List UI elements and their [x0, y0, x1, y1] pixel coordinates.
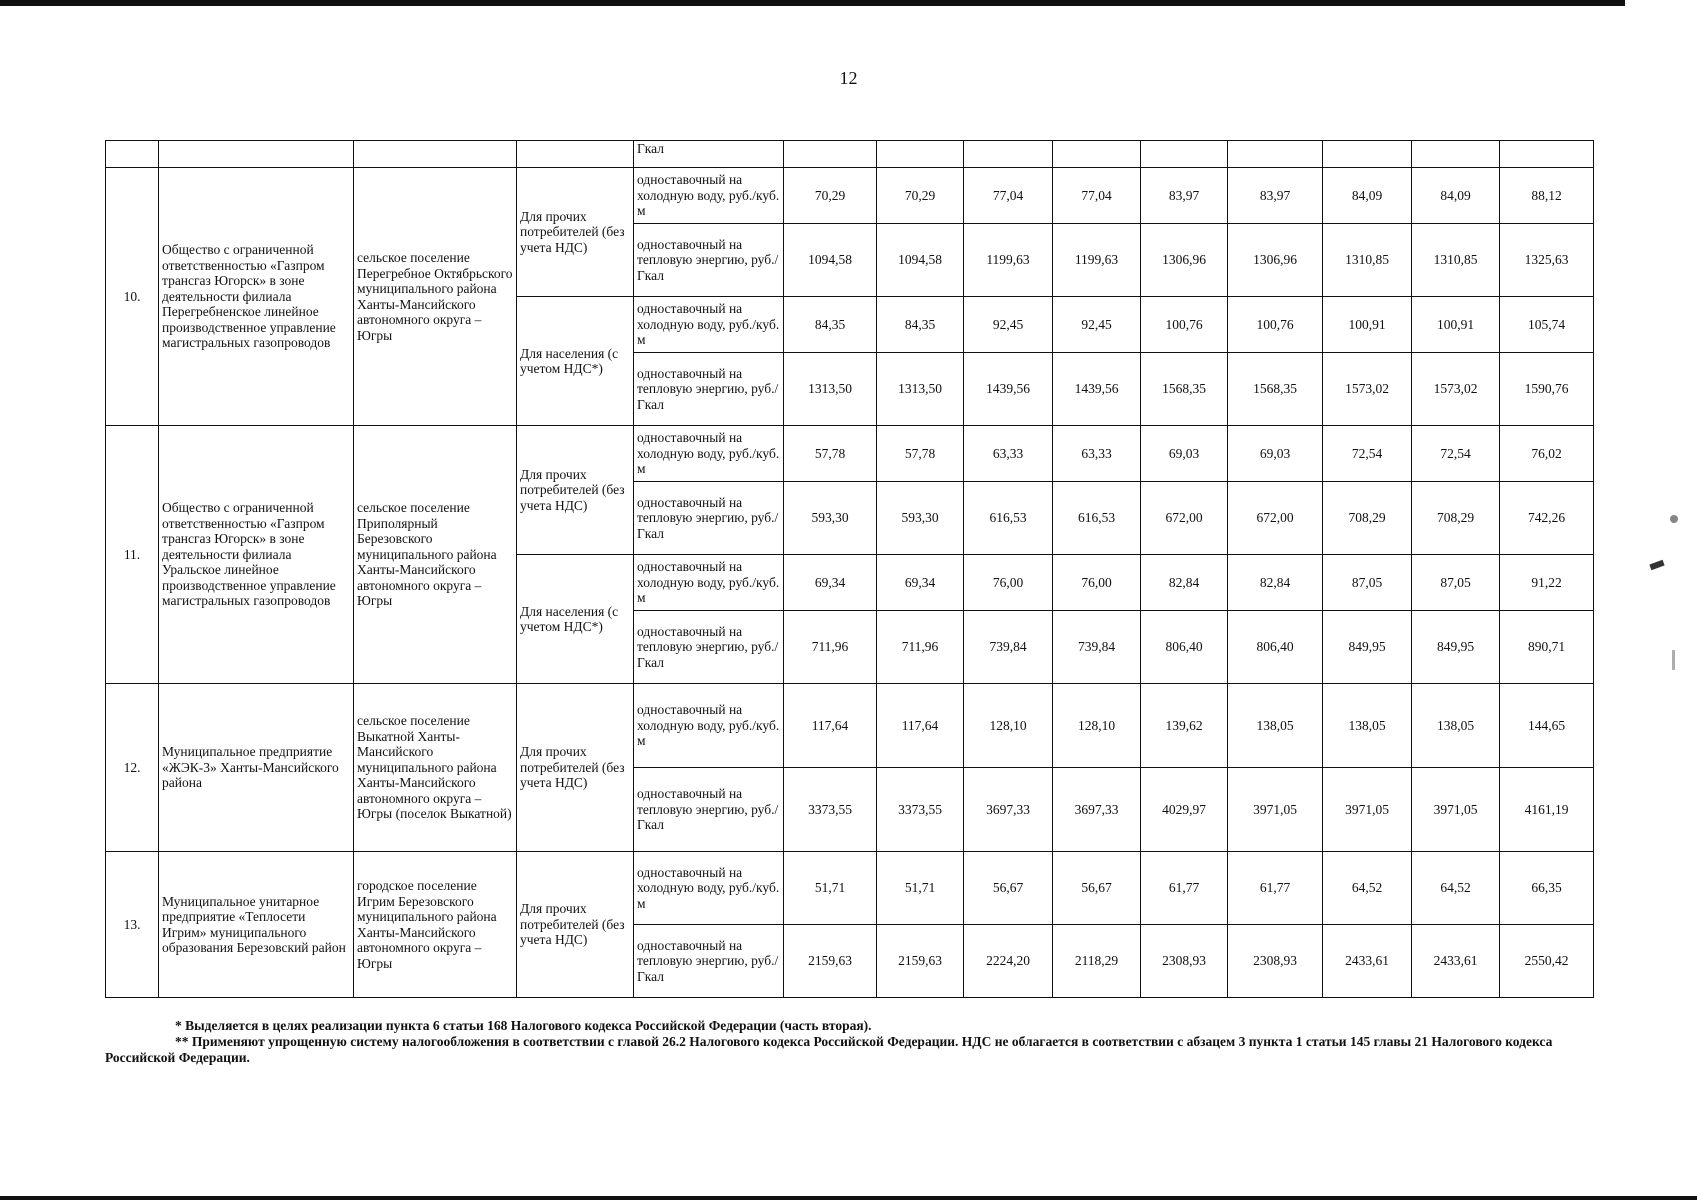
territory-cell: городское поселение Игрим Березовского муниципального района Ханты-Мансийского автономного округа – Югры: [354, 852, 517, 998]
tariff-value-cell: 1439,56: [1053, 353, 1141, 426]
scan-bottom-border: [0, 1196, 1697, 1200]
scan-speck: [1670, 515, 1678, 523]
tariff-value-cell: 83,97: [1141, 168, 1228, 224]
tariff-value-cell: 64,52: [1323, 852, 1412, 925]
tariff-value-cell: 84,35: [877, 297, 964, 353]
consumer-group-cell: Для населения (с учетом НДС*): [517, 555, 634, 684]
tariff-value-cell: 2433,61: [1323, 925, 1412, 998]
tariff-type-cell: одноставочный на тепловую энергию, руб./ Гкал: [634, 353, 784, 426]
tariff-value-cell: 138,05: [1412, 684, 1500, 768]
tariff-value-cell: 1310,85: [1412, 224, 1500, 297]
tariff-value-cell: 849,95: [1412, 611, 1500, 684]
tariff-type-cell: одноставочный на холодную воду, руб./куб. м: [634, 555, 784, 611]
tariff-value-cell: 711,96: [877, 611, 964, 684]
scan-speck: [1672, 650, 1675, 670]
organization-cell: Общество с ограниченной ответственностью «Газпром трансгаз Югорск» в зоне деятельности филиала Перегребненское линейное производственное управление магистральных газопроводов: [159, 168, 354, 426]
tariff-value-cell: 76,02: [1500, 426, 1594, 482]
tariff-value-cell: 2308,93: [1228, 925, 1323, 998]
tariff-value-cell: 1568,35: [1141, 353, 1228, 426]
row-index: 13.: [106, 852, 159, 998]
tariff-value-cell: 92,45: [964, 297, 1053, 353]
tariff-value-cell: 1199,63: [964, 224, 1053, 297]
consumer-group-cell: Для населения (с учетом НДС*): [517, 297, 634, 426]
tariff-value-cell: 4161,19: [1500, 768, 1594, 852]
tariff-value-cell: 92,45: [1053, 297, 1141, 353]
tariff-table-body: [106, 141, 1594, 998]
tariff-value-cell: 1573,02: [1323, 353, 1412, 426]
tariff-value-cell: 64,52: [1412, 852, 1500, 925]
tariff-value-cell: 100,76: [1228, 297, 1323, 353]
tariff-value-cell: 2159,63: [877, 925, 964, 998]
consumer-group-cell: Для прочих потребителей (без учета НДС): [517, 852, 634, 998]
tariff-value-cell: 56,67: [964, 852, 1053, 925]
empty-cell: [964, 141, 1053, 168]
tariff-type-cell: одноставочный на холодную воду, руб./куб. м: [634, 852, 784, 925]
tariff-value-cell: 84,35: [784, 297, 877, 353]
tariff-value-cell: 849,95: [1323, 611, 1412, 684]
tariff-value-cell: 51,71: [877, 852, 964, 925]
tariff-value-cell: 708,29: [1323, 482, 1412, 555]
tariff-value-cell: 3971,05: [1228, 768, 1323, 852]
tariff-value-cell: 69,03: [1228, 426, 1323, 482]
tariff-value-cell: 708,29: [1412, 482, 1500, 555]
footnotes: [105, 1018, 1595, 1066]
tariff-value-cell: 84,09: [1412, 168, 1500, 224]
tariff-value-cell: 70,29: [784, 168, 877, 224]
tariff-value-cell: 2308,93: [1141, 925, 1228, 998]
tariff-value-cell: 100,76: [1141, 297, 1228, 353]
tariff-value-cell: 139,62: [1141, 684, 1228, 768]
tariff-value-cell: 1590,76: [1500, 353, 1594, 426]
tariff-value-cell: 100,91: [1323, 297, 1412, 353]
tariff-value-cell: 56,67: [1053, 852, 1141, 925]
tariff-value-cell: 3373,55: [784, 768, 877, 852]
tariff-value-cell: 76,00: [964, 555, 1053, 611]
tariff-value-cell: 117,64: [877, 684, 964, 768]
organization-cell: Муниципальное унитарное предприятие «Теплосети Игрим» муниципального образования Березовский район: [159, 852, 354, 998]
table-row: [106, 141, 1594, 168]
organization-cell: Муниципальное предприятие «ЖЭК-3» Ханты-Мансийского района: [159, 684, 354, 852]
header-unit-cell: Гкал: [634, 141, 784, 168]
table-row: [106, 168, 1594, 224]
row-index: 10.: [106, 168, 159, 426]
empty-cell: [1141, 141, 1228, 168]
tariff-type-cell: одноставочный на тепловую энергию, руб./ Гкал: [634, 482, 784, 555]
row-index: 11.: [106, 426, 159, 684]
row-index: 12.: [106, 684, 159, 852]
tariff-value-cell: 2224,20: [964, 925, 1053, 998]
tariff-value-cell: 87,05: [1323, 555, 1412, 611]
tariff-value-cell: 105,74: [1500, 297, 1594, 353]
tariff-value-cell: 711,96: [784, 611, 877, 684]
tariff-value-cell: 57,78: [784, 426, 877, 482]
tariff-type-cell: одноставочный на холодную воду, руб./куб. м: [634, 426, 784, 482]
tariff-value-cell: 84,09: [1323, 168, 1412, 224]
tariff-value-cell: 1306,96: [1228, 224, 1323, 297]
tariff-value-cell: 742,26: [1500, 482, 1594, 555]
tariff-value-cell: 88,12: [1500, 168, 1594, 224]
consumer-group-cell: Для прочих потребителей (без учета НДС): [517, 426, 634, 555]
table-row: [106, 426, 1594, 482]
tariff-value-cell: 69,03: [1141, 426, 1228, 482]
tariff-value-cell: 138,05: [1323, 684, 1412, 768]
tariff-value-cell: 128,10: [964, 684, 1053, 768]
empty-cell: [106, 141, 159, 168]
tariff-value-cell: 2118,29: [1053, 925, 1141, 998]
tariff-value-cell: 739,84: [964, 611, 1053, 684]
tariff-value-cell: 61,77: [1141, 852, 1228, 925]
tariff-value-cell: 593,30: [877, 482, 964, 555]
tariff-value-cell: 806,40: [1141, 611, 1228, 684]
tariff-value-cell: 83,97: [1228, 168, 1323, 224]
footnote-1: * Выделяется в целях реализации пункта 6 статьи 168 Налогового кодекса Российской Федерации (часть вторая).: [175, 1018, 872, 1033]
tariff-type-cell: одноставочный на холодную воду, руб./куб. м: [634, 168, 784, 224]
tariff-value-cell: 3373,55: [877, 768, 964, 852]
tariff-value-cell: 672,00: [1141, 482, 1228, 555]
tariff-value-cell: 70,29: [877, 168, 964, 224]
tariff-value-cell: 1313,50: [784, 353, 877, 426]
empty-cell: [1228, 141, 1323, 168]
scan-speck: [1649, 560, 1664, 570]
tariff-value-cell: 2433,61: [1412, 925, 1500, 998]
empty-cell: [159, 141, 354, 168]
tariff-value-cell: 51,71: [784, 852, 877, 925]
tariff-value-cell: 1310,85: [1323, 224, 1412, 297]
tariff-value-cell: 69,34: [877, 555, 964, 611]
tariff-type-cell: одноставочный на тепловую энергию, руб./ Гкал: [634, 611, 784, 684]
tariff-value-cell: 1094,58: [784, 224, 877, 297]
tariff-type-cell: одноставочный на холодную воду, руб./куб. м: [634, 297, 784, 353]
tariff-type-cell: одноставочный на холодную воду, руб./куб. м: [634, 684, 784, 768]
tariff-value-cell: 2550,42: [1500, 925, 1594, 998]
tariff-value-cell: 100,91: [1412, 297, 1500, 353]
tariff-type-cell: одноставочный на тепловую энергию, руб./ Гкал: [634, 925, 784, 998]
footnote-2: ** Применяют упрощенную систему налогообложения в соответствии с главой 26.2 Налогового кодекса Российской Федерации. НДС не облагается в соответствии с абзацем 3 пункта 1 статьи 145 главы 21 Налогового кодекса Российской Федерации.: [105, 1034, 1553, 1065]
empty-cell: [1323, 141, 1412, 168]
tariff-value-cell: 3697,33: [964, 768, 1053, 852]
tariff-type-cell: одноставочный на тепловую энергию, руб./ Гкал: [634, 224, 784, 297]
tariff-value-cell: 77,04: [964, 168, 1053, 224]
empty-cell: [784, 141, 877, 168]
tariff-value-cell: 593,30: [784, 482, 877, 555]
tariff-value-cell: 138,05: [1228, 684, 1323, 768]
tariff-value-cell: 616,53: [1053, 482, 1141, 555]
empty-cell: [1412, 141, 1500, 168]
empty-cell: [1500, 141, 1594, 168]
tariff-value-cell: 63,33: [1053, 426, 1141, 482]
tariff-value-cell: 3971,05: [1323, 768, 1412, 852]
tariff-value-cell: 144,65: [1500, 684, 1594, 768]
empty-cell: [354, 141, 517, 168]
page-number: 12: [839, 68, 858, 88]
tariff-value-cell: 82,84: [1228, 555, 1323, 611]
table-row: [106, 852, 1594, 925]
tariff-value-cell: 3971,05: [1412, 768, 1500, 852]
tariff-value-cell: 739,84: [1053, 611, 1141, 684]
tariff-value-cell: 1313,50: [877, 353, 964, 426]
territory-cell: сельское поселение Перегребное Октябрьского муниципального района Ханты-Мансийского автономного округа – Югры: [354, 168, 517, 426]
table-row: [106, 684, 1594, 768]
tariff-value-cell: 1199,63: [1053, 224, 1141, 297]
tariff-value-cell: 57,78: [877, 426, 964, 482]
tariff-value-cell: 77,04: [1053, 168, 1141, 224]
tariff-value-cell: 61,77: [1228, 852, 1323, 925]
tariff-value-cell: 1325,63: [1500, 224, 1594, 297]
tariff-value-cell: 72,54: [1412, 426, 1500, 482]
scan-top-border: [0, 0, 1625, 6]
tariff-type-cell: одноставочный на тепловую энергию, руб./ Гкал: [634, 768, 784, 852]
tariff-value-cell: 672,00: [1228, 482, 1323, 555]
tariff-value-cell: 1573,02: [1412, 353, 1500, 426]
empty-cell: [1053, 141, 1141, 168]
tariff-value-cell: 72,54: [1323, 426, 1412, 482]
tariff-value-cell: 66,35: [1500, 852, 1594, 925]
organization-cell: Общество с ограниченной ответственностью «Газпром трансгаз Югорск» в зоне деятельности филиала Уральское линейное производственное управление магистральных газопроводов: [159, 426, 354, 684]
empty-cell: [517, 141, 634, 168]
tariff-value-cell: 91,22: [1500, 555, 1594, 611]
tariff-value-cell: 2159,63: [784, 925, 877, 998]
consumer-group-cell: Для прочих потребителей (без учета НДС): [517, 168, 634, 297]
territory-cell: сельское поселение Выкатной Ханты-Мансийского муниципального района Ханты-Мансийского автономного округа – Югры (поселок Выкатной): [354, 684, 517, 852]
tariff-value-cell: 76,00: [1053, 555, 1141, 611]
tariff-value-cell: 616,53: [964, 482, 1053, 555]
tariff-value-cell: 1306,96: [1141, 224, 1228, 297]
tariff-value-cell: 63,33: [964, 426, 1053, 482]
tariff-value-cell: 69,34: [784, 555, 877, 611]
tariff-table: [105, 140, 1594, 998]
tariff-value-cell: 1568,35: [1228, 353, 1323, 426]
tariff-value-cell: 87,05: [1412, 555, 1500, 611]
consumer-group-cell: Для прочих потребителей (без учета НДС): [517, 684, 634, 852]
tariff-value-cell: 806,40: [1228, 611, 1323, 684]
empty-cell: [877, 141, 964, 168]
tariff-value-cell: 82,84: [1141, 555, 1228, 611]
tariff-value-cell: 128,10: [1053, 684, 1141, 768]
tariff-value-cell: 3697,33: [1053, 768, 1141, 852]
tariff-value-cell: 4029,97: [1141, 768, 1228, 852]
territory-cell: сельское поселение Приполярный Березовского муниципального района Ханты-Мансийского автономного округа – Югры: [354, 426, 517, 684]
tariff-value-cell: 117,64: [784, 684, 877, 768]
tariff-value-cell: 1094,58: [877, 224, 964, 297]
tariff-value-cell: 1439,56: [964, 353, 1053, 426]
tariff-value-cell: 890,71: [1500, 611, 1594, 684]
